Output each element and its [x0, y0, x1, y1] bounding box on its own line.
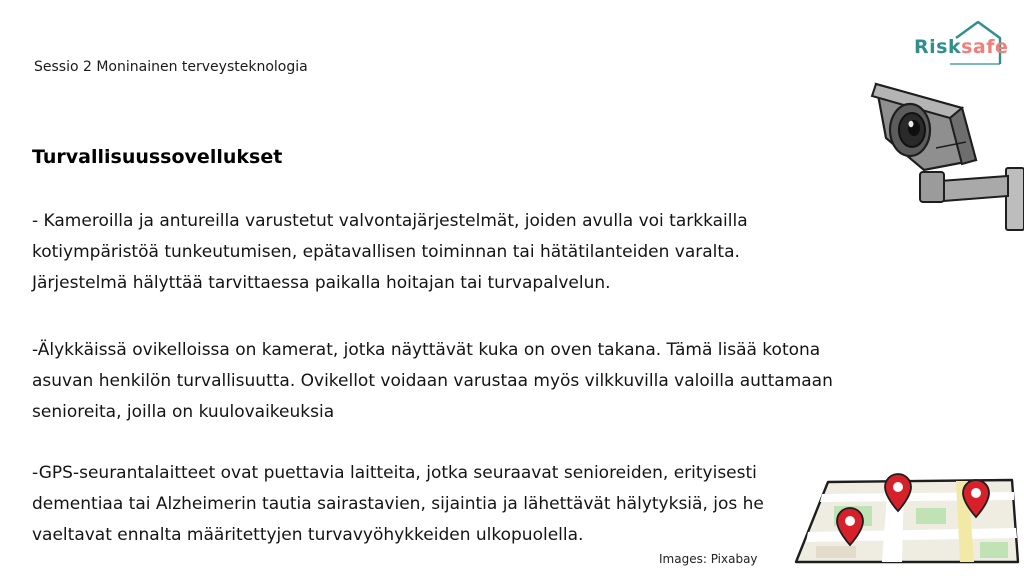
map-with-pins-icon	[792, 470, 1020, 566]
paragraph-line: kotiympäristöä tunkeutumisen, epätavallisen toiminnan tai hätätilanteiden varalta.	[32, 242, 740, 262]
paragraph-line: asuvan henkilön turvallisuutta. Ovikellot voidaan varustaa myös vilkkuvilla valoilla auttamaan	[32, 371, 833, 391]
paragraph-line: Järjestelmä hälyttää tarvittaessa paikalla hoitajan tai turvapalvelun.	[32, 273, 611, 293]
logo-safe-text: safe	[961, 36, 1009, 58]
security-camera-icon	[866, 78, 1024, 238]
image-credit: Images: Pixabay	[659, 552, 758, 566]
risksafe-logo	[912, 20, 1009, 68]
paragraph-line: -GPS-seurantalaitteet ovat puettavia laitteita, jotka seuraavat senioreiden, erityisesti	[32, 463, 757, 483]
logo-risk-text: Risk	[914, 36, 962, 58]
logo-wordmark	[914, 36, 1008, 58]
section-heading: Turvallisuussovellukset	[32, 146, 283, 168]
paragraph-gps	[32, 458, 764, 551]
paragraph-line: senioreita, joilla on kuulovaikeuksia	[32, 402, 335, 422]
paragraph-line: -Älykkäissä ovikelloissa on kamerat, jotka näyttävät kuka on oven takana. Tämä lisää kotona	[32, 340, 821, 360]
paragraph-surveillance	[32, 206, 748, 299]
session-label: Sessio 2 Moninainen terveysteknologia	[34, 59, 308, 75]
paragraph-line: - Kameroilla ja antureilla varustetut valvontajärjestelmät, joiden avulla voi tarkkailla	[32, 211, 748, 231]
paragraph-line: vaeltavat ennalta määritettyjen turvavyöhykkeiden ulkopuolella.	[32, 525, 584, 545]
paragraph-doorbells	[32, 335, 833, 428]
paragraph-line: dementiaa tai Alzheimerin tautia sairastavien, sijaintia ja lähettävät hälytyksiä, jos he	[32, 494, 764, 514]
